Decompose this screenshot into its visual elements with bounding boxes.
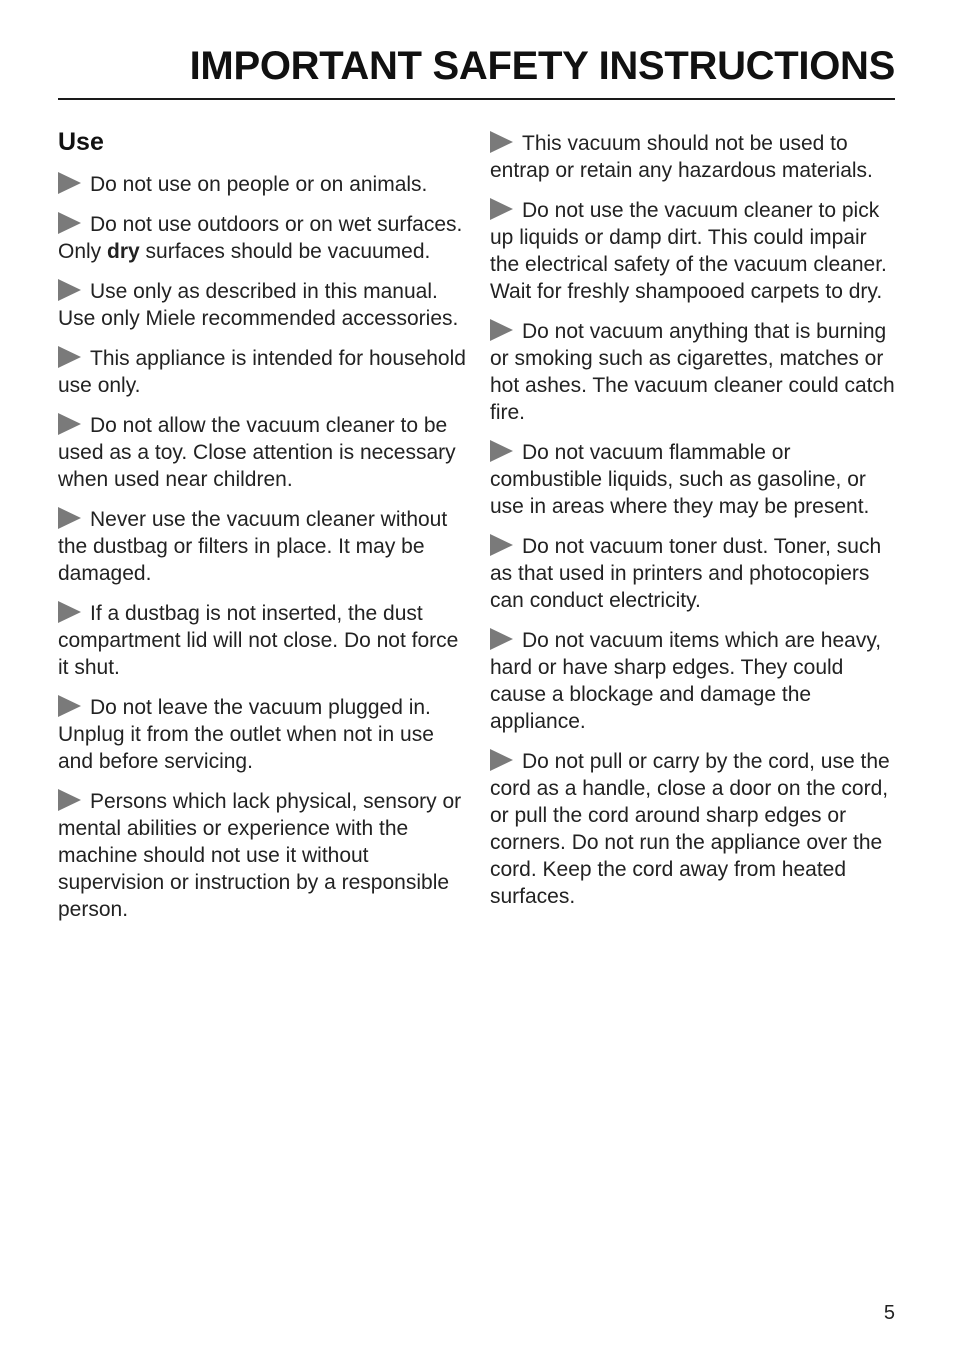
arrow-right-icon (490, 749, 513, 771)
instruction-item (490, 130, 896, 184)
page-title: IMPORTANT SAFETY INSTRUCTIONS (189, 44, 895, 88)
arrow-right-icon (58, 279, 81, 301)
arrow-right-icon (490, 198, 513, 220)
instruction-item (58, 171, 470, 198)
instruction-text: If a dustbag is not inserted, the dust compartment lid will not close. Do not force it shut. (58, 602, 459, 679)
section-heading: Use (58, 128, 104, 156)
instruction-text: Do not use the vacuum cleaner to pick up liquids or damp dirt. This could impair the electrical safety of the vacuum cleaner. Wait for freshly shampooed carpets to dry. (490, 199, 887, 303)
arrow-right-icon (58, 346, 81, 368)
arrow-right-icon (58, 695, 81, 717)
instruction-item (490, 748, 896, 910)
instruction-item (58, 211, 470, 265)
instruction-item (490, 439, 896, 520)
instruction-item (58, 788, 470, 923)
arrow-right-icon (490, 319, 513, 341)
instruction-text: Do not use on people or on animals. (90, 173, 428, 196)
arrow-right-icon (490, 131, 513, 153)
arrow-right-icon (58, 413, 81, 435)
arrow-right-icon (490, 534, 513, 556)
instruction-item (58, 506, 470, 587)
right-column (490, 130, 896, 923)
instruction-item (58, 412, 470, 493)
page-number: 5 (883, 1302, 895, 1324)
instruction-text: Do not leave the vacuum plugged in. Unplug it from the outlet when not in use and before servicing. (58, 696, 434, 773)
instruction-item (58, 345, 470, 399)
left-column (58, 128, 470, 936)
instruction-item (58, 600, 470, 681)
instruction-text: Do not vacuum anything that is burning or smoking such as cigarettes, matches or hot ashes. The vacuum cleaner could catch fire. (490, 320, 895, 424)
instruction-text: Persons which lack physical, sensory or mental abilities or experience with the machine should not use it without supervision or instruction by a responsible person. (58, 790, 462, 921)
instruction-text: This vacuum should not be used to entrap or retain any hazardous materials. (490, 132, 873, 182)
instruction-item (58, 694, 470, 775)
instruction-text: Do not use outdoors or on wet surfaces. Only (58, 213, 463, 263)
instruction-text: Do not allow the vacuum cleaner to be used as a toy. Close attention is necessary when used near children. (58, 414, 456, 491)
instruction-text: Do not vacuum items which are heavy, hard or have sharp edges. They could cause a blockage and damage the appliance. (490, 629, 882, 733)
instruction-item (58, 278, 470, 332)
instruction-text: Do not pull or carry by the cord, use the cord as a handle, close a door on the cord, or pull the cord around sharp edges or corners. Do not run the appliance over the cord. Keep the cord away from heated surfaces. (490, 750, 890, 908)
arrow-right-icon (58, 172, 81, 194)
instruction-text: Do not vacuum flammable or combustible liquids, such as gasoline, or use in areas where they may be present. (490, 441, 870, 518)
instruction-item (490, 318, 896, 426)
arrow-right-icon (58, 507, 81, 529)
instruction-item (490, 627, 896, 735)
instruction-text: This appliance is intended for household use only. (58, 347, 466, 397)
instruction-item (490, 197, 896, 305)
instruction-text: Use only as described in this manual. Use only Miele recommended accessories. (58, 280, 459, 330)
instruction-text: Never use the vacuum cleaner without the dustbag or filters in place. It may be damaged. (58, 508, 448, 585)
arrow-right-icon (58, 601, 81, 623)
emphasis-text: dry (107, 240, 140, 263)
instruction-text: surfaces should be vacuumed. (139, 240, 431, 263)
instruction-text: Do not vacuum toner dust. Toner, such as that used in printers and photocopiers can conduct electricity. (490, 535, 882, 612)
arrow-right-icon (58, 212, 81, 234)
arrow-right-icon (490, 628, 513, 650)
arrow-right-icon (58, 789, 81, 811)
instruction-item (490, 533, 896, 614)
arrow-right-icon (490, 440, 513, 462)
title-divider (58, 98, 895, 100)
